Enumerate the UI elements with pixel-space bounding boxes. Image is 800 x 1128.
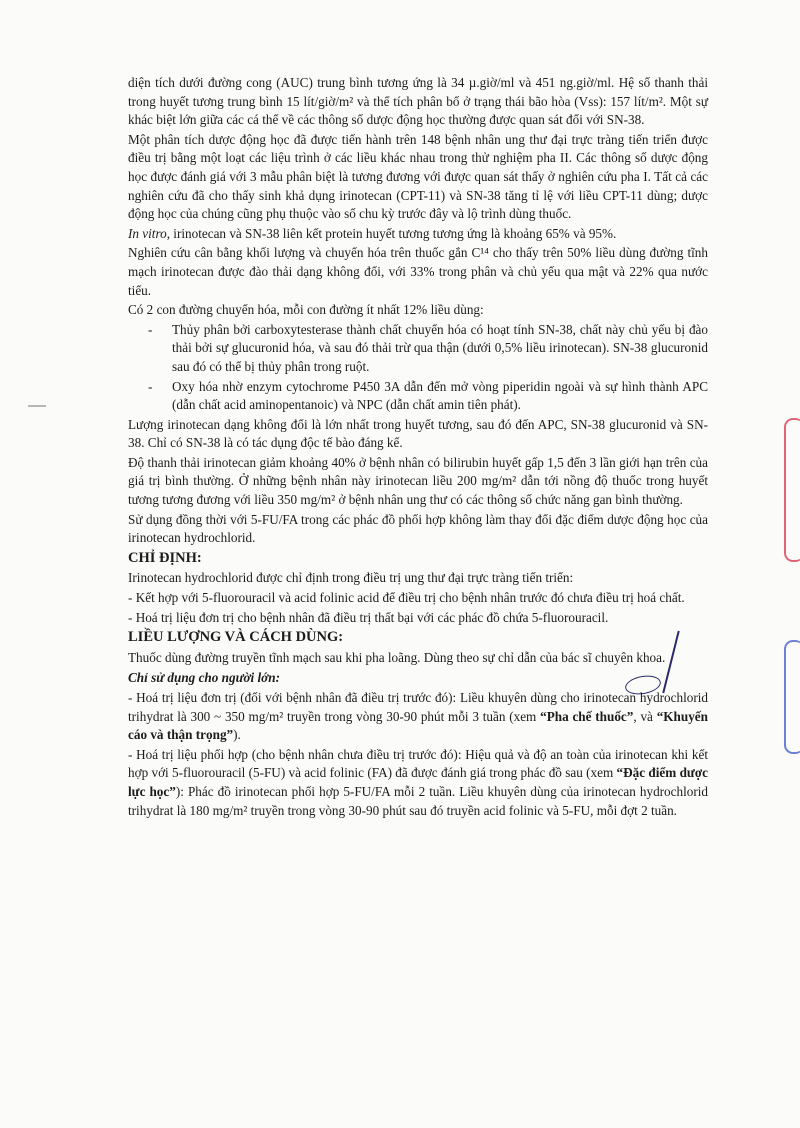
paragraph-5fu: Sử dụng đồng thời với 5-FU/FA trong các phác đồ phối hợp không làm thay đổi đặc điểm dược động học của irinotecan hydrochlorid. [128,511,708,546]
ref-warnings: “Khuyến cáo và thận trọng” [128,708,708,743]
combination-suffix: ): Phác đồ irinotecan phối hợp 5-FU/FA mỗi 2 tuần. Liều khuyên dùng của irinotecan hydrochlorid trihydrat là 180 mg/m² truyền trong vòng 30-90 phút sau đó truyền acid folinic và 5-FU, mỗi đợt 2 tuần. [128,783,709,818]
monotherapy-text: - Hoá trị liệu đơn trị (đối với bệnh nhân đã điều trị trước đó): Liều khuyên dùng cho irinotecan hydrochlorid trihydrat là 300 ~ 350 mg/m² truyền trong vòng 30-90 phút mỗi 3 tuần (xem [128,690,708,724]
paragraph-clearance: Độ thanh thải irinotecan giảm khoảng 40% ở bệnh nhân có bilirubin huyết gấp 1,5 đến 3 lần giới hạn trên của giá trị bình thường. Ở những bệnh nhân này irinotecan liều 200 mg/m² dẫn tới nồng độ thuốc trong huyết tương tương đương với liều 350 mg/m² ở bệnh nhân ung thư có các thông số chức năng gan bình thường. [128,454,708,508]
paragraph-auc: diện tích dưới đường cong (AUC) trung bình tương ứng là 34 µ.giờ/ml và 451 ng.giờ/ml. Hệ số thanh thải trong huyết tương trung bình 15 lít/giờ/m² và thể tích phân bố ở trạng thái bão hòa (Vss): 157 lít/m². Một sự khác biệt lớn giữa các cá thể về các thông số dược động học thường được quan sát đối với SN-38. [128,75,708,128]
paragraph-in-vitro [128,225,708,244]
ref-pharmacodynamics: “Đặc điểm dược lực học” [128,765,708,799]
pathway-item: - Oxy hóa nhờ enzym cytochrome P450 3A dẫn đến mở vòng piperidin ngoài và sự hình thành APC (dẫn chất acid aminopentanoic) và NPC (dẫn chất amin tiên phát). [172,378,708,415]
scan-margin-mark [28,405,46,407]
monotherapy-mid: , và [633,708,657,724]
in-vitro-text: , irinotecan và SN-38 liên kết protein huyết tương tương ứng là khoảng 65% và 95%. [166,225,617,241]
dosage-intro: Thuốc dùng đường truyền tĩnh mạch sau khi pha loãng. Dùng theo sự chỉ dẫn của bác sĩ chuyên khoa. [128,649,666,665]
pathway-item: - Thủy phân bởi carboxytesterase thành chất chuyển hóa có hoạt tính SN-38, chất này chủ yếu bị đào thải bởi sự glucuronid hóa, và sau đó thải trừ qua thận (dưới 0,5% liều irinotecan). SN-38 glucuronid sau đó có thể bị thủy phân trong ruột. [172,321,708,377]
in-vitro-italic: In vitro [128,225,167,241]
indication-heading: CHỈ ĐỊNH: [128,549,202,566]
adult-use-heading: Chỉ sử dụng cho người lớn: [128,670,280,686]
pathways-list [128,321,708,415]
monotherapy-suffix: ). [233,727,241,743]
combination-paragraph [128,746,708,820]
red-stamp-edge [784,418,800,562]
indication-intro: Irinotecan hydrochlorid được chỉ định trong điều trị ung thư đại trực tràng tiến triển: [128,570,574,586]
paragraph-pk-analysis: Một phân tích dược động học đã được tiến hành trên 148 bệnh nhân ung thư đại trực tràng tiến triển được điều trị bằng một loạt các liệu trình ở các liều khác nhau trong thử nghiệm pha II. Các thông số dược động học được đánh giá với 3 mẫu phân biệt là tương đương với được quan sát thấy ở nghiên cứu pha I. Tất cả các nghiên cứu đã cho thấy sinh khả dụng irinotecan (CPT-11) và SN-38 tăng tỉ lệ với liều CPT-11 dùng; dược động học của chúng cũng phụ thuộc vào số chu kỳ trước đây và lộ trình dùng thuốc. [128,131,708,222]
monotherapy-paragraph [128,689,708,745]
document-page [128,74,708,821]
paragraph-mass-balance: Nghiên cứu cân bằng khối lượng và chuyển hóa trên thuốc gắn C¹⁴ cho thấy trên 50% liều dùng đường tĩnh mạch irinotecan được đào thải dạng không đổi, với 33% trong phân và chủ yếu qua mật và 22% qua nước tiểu. [128,245,708,298]
indication-item: - Kết hợp với 5-fluorouracil và acid folinic acid để điều trị cho bệnh nhân trước đó chưa điều trị hoá chất. [128,590,685,606]
combination-text: - Hoá trị liệu phối hợp (cho bệnh nhân chưa điều trị trước đó): Hiệu quả và độ an toàn của irinotecan khi kết hợp với 5-fluorouracil (5-FU) và acid folinic (FA) đã được đánh giá trong phác đồ sau (xem [128,746,708,781]
blue-stamp-edge [784,640,800,754]
indication-item: - Hoá trị liệu đơn trị cho bệnh nhân đã điều trị thất bại với các phác đồ chứa 5-fluorouracil. [128,609,609,625]
ref-preparation: “Pha chế thuốc” [540,708,634,724]
paragraph-unchanged: Lượng irinotecan dạng không đổi là lớn nhất trong huyết tương, sau đó đến APC, SN-38 glucuronid và SN-38. Chỉ có SN-38 là có tác dụng độc tế bào đáng kể. [128,416,708,451]
dosage-heading: LIỀU LƯỢNG VÀ CÁCH DÙNG: [128,629,344,646]
paragraph-pathways-intro: Có 2 con đường chuyển hóa, mỗi con đường ít nhất 12% liều dùng: [128,302,484,318]
